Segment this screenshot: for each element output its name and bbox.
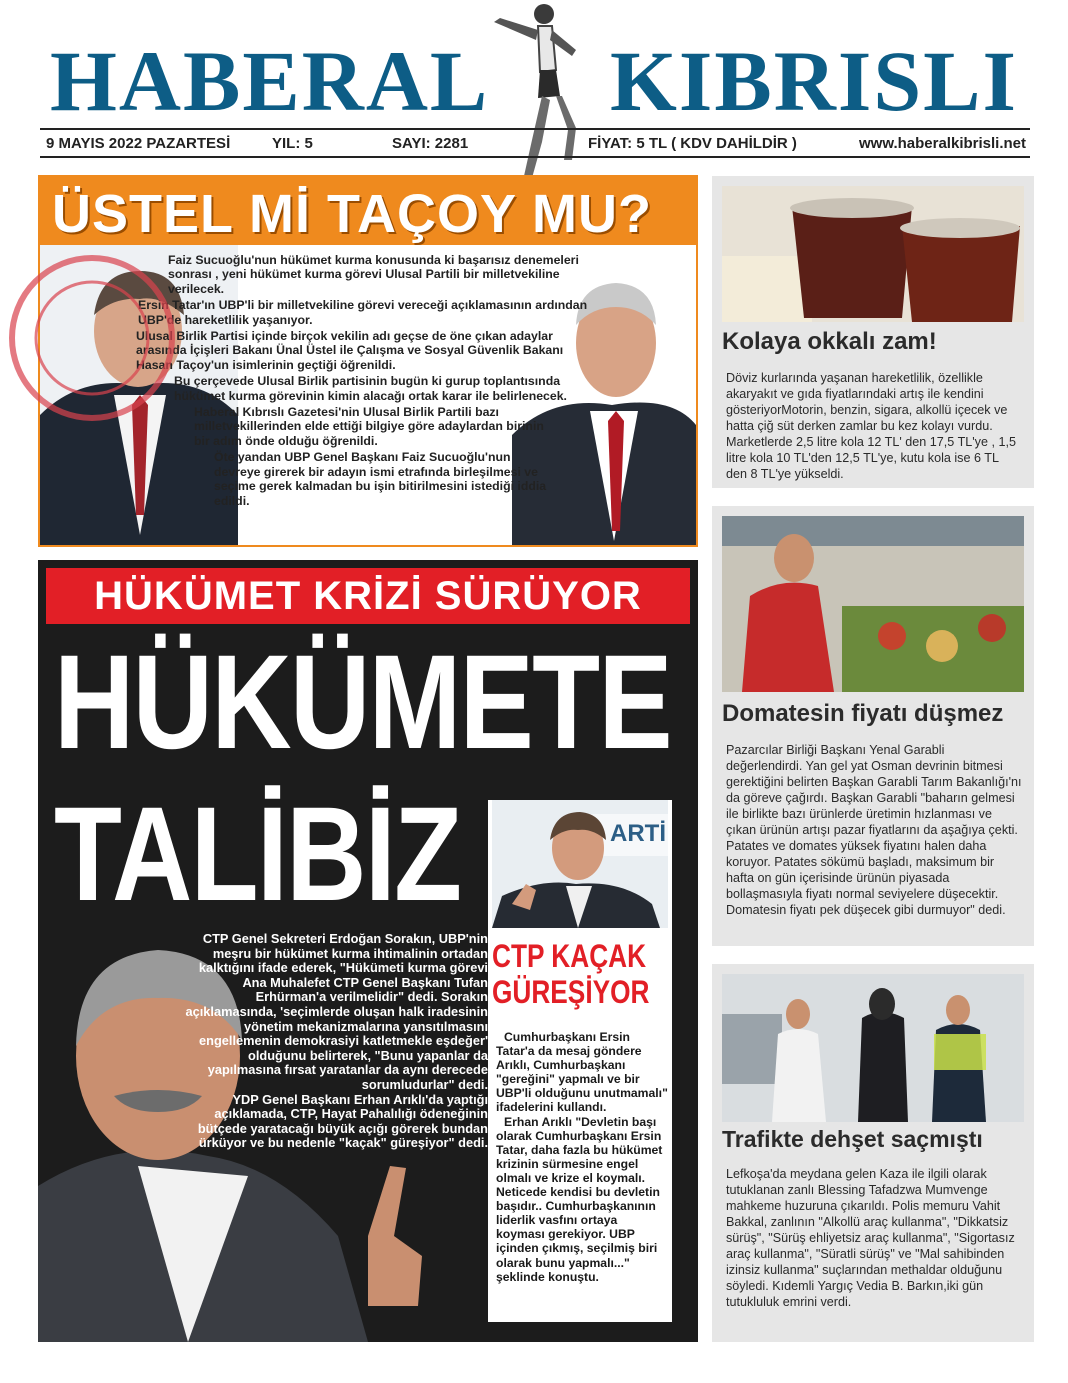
side-story-title: Kolaya okkalı zam! — [722, 328, 937, 355]
crisis-paragraph: CTP Genel Sekreteri Erdoğan Sorakın, UBP'nin meşru bir hükümet kurma ihtimalinin ortadan kalktığını ifade ederek, "Hükümeti kurma görevi Ana Muhalefet CTP Genel Başkanı Tufan Erhürman'a verilmelidir" dedi. Sorakın açıklamasında, 'seçimlerde oluşan halk iradesinin yönetim mekanizmalarına yansıtılmasını engellemenin demokrasiyi katletmekle eşdeğer' olduğunu belirterek, "Bunu yapanlar da yapılmasına fırsat yaratanlar da aynı derecede sorumludurlar" dedi. — [185, 931, 488, 1092]
ctp-box-title-line1: CTP KAÇAK — [492, 938, 647, 974]
crisis-paragraph: YDP Genel Başkanı Erhan Arıklı'da yaptığı açıklamada, CTP, Hayat Pahalılığı ödeneğinin bütçede yaratacağı büyük açığı görerek bundan ürküyor ve bu nedenle "kaçak" güreşiyor" dedi. — [197, 1091, 488, 1151]
issue-year: YIL: 5 — [272, 135, 313, 152]
ctp-box-paragraph: Erhan Arıklı "Devletin başı olarak Cumhurbaşkanı Ersin Tatar, daha fazla bu hükümet krizinin sürmesine engel olmalı ve krize el koymalı. Neticede kendisi bu devletin başıdır.. Cumhurbaşkanının liderlik vasfını ortaya koyması gerekiyor. UBP içinden çıkmış, seçilmiş biri olarak bunu yapmalı..." şeklinde konuştu. — [496, 1114, 663, 1284]
top-story-paragraph: Ulusal Birlik Partisi içinde birçok vekilin adı geçse de öne çıkan adaylar arasında İçişleri Bakanı Ünal Üstel ile Çalışma ve Sosyal Güvenlik Bakanı Hasan Taçoy'un isimlerinin geçtiği öğrenildi. — [136, 329, 564, 372]
runner-logo-icon — [480, 0, 590, 186]
ctp-box-title-line2: GÜREŞİYOR — [492, 974, 650, 1010]
side-story-body: Pazarcılar Birliği Başkanı Yenal Garabli değerlendirdi. Yan gel yat Osman devrinin bitmesi gerektiğini belirten Başkan Garabli Tarım Bakanlığı'nı da göreve çağırdı. Başkan Garabli "baharın gelmesi ile birlikte bazı ürünlerde üretimin hızlanması ve çıkan ürünün artışı pazar fiyatlarını da aşağıya çekti. Patates ve domates yüksek fiyatını halen daha koruyor. Patates sökümü başladı, maksimum bir hafta on gün içerisinde ürünün piyasada bollaşmasıyla fiyatı normal seviyelere düşecektir. Domatesin fiyatı pek düşecek gibi durmuyor" dedi. — [726, 743, 1022, 917]
crisis-body — [174, 932, 488, 1151]
top-story-body — [134, 253, 600, 510]
top-story-paragraph: Faiz Sucuoğlu'nun hükümet kurma konusunda ki başarısız denemeleri sonrası , yeni hükümet kurma görevi Ulusal Partili bir milletvekiline verilecek. — [168, 253, 579, 296]
top-story-title: ÜSTEL Mİ TAÇOY MU? — [52, 184, 653, 244]
info-bar — [40, 128, 1030, 158]
top-story-paragraph: Öte yandan UBP Genel Başkanı Faiz Sucuoğlu'nun devreye girerek bir adayın ismi etrafında birleşilmesi ve seçime gerek kalmadan bu işin bitirilmesini istediği iddia edildi. — [214, 450, 547, 508]
main-headline-line2: TALİBİZ — [54, 780, 461, 929]
main-headline-line1: HÜKÜMETE — [54, 628, 671, 777]
side-story-body: Döviz kurlarında yaşanan hareketlilik, özellikle akaryakıt ve gıda fiyatlarındaki artış ile kendini gösteriyorMotorin, benzin, sigara, alkollü içecek ve hatta çiğ süt derken zamlar bu kez kolayı vurdu. Marketlerde 2,5 litre kola 12 TL' den 17,5 TL'ye , 1,5 litre kola 10 TL'den 12,5 TL'ye, kutu kola ise 6 TL den 8 TL'ye yükseldi. — [726, 371, 1016, 481]
crisis-banner: HÜKÜMET KRİZİ SÜRÜYOR — [46, 568, 690, 624]
masthead-name-left: HABERAL — [50, 33, 490, 129]
party-sign: ARTİ — [610, 820, 666, 847]
cola-glasses-photo-icon — [722, 186, 1024, 322]
ctp-box-body — [496, 1030, 668, 1284]
side-story-body: Lefkoşa'da meydana gelen Kaza ile ilgili olarak tutuklanan zanlı Blessing Tafadzwa Mumvenge mahkeme huzuruna çıkarıldı. Polis memuru Vahit Bakkal, zanlının "Alkollü araç kullanma", "Dikkatsiz sürüş", "Sürüş ehliyetsiz araç kullanma", "Sigortasız araç kullanma", "Süratli sürüş" ve "Mal sahibinden izinsiz kullanma" suçlarından methaldar olduğunu söyledi. Kıdemli Yargıç Vedia B. Barkın,iki gün tutukluluk emrini verdi. — [726, 1167, 1015, 1309]
market-vendor-photo-icon — [722, 516, 1024, 692]
side-story-traffic — [712, 964, 1034, 1342]
alan-cyprus-stamp-icon — [0, 238, 182, 438]
side-story-title: Domatesin fiyatı düşmez — [722, 700, 1004, 727]
top-story-paragraph: Bu çerçevede Ulusal Birlik partisinin bugün ki gurup toplantısında hükümet kurma görevinin kimin alacağı ortak karar ile belirlenecek. — [174, 374, 567, 403]
police-escort-photo-icon — [722, 974, 1024, 1122]
top-story-paragraph: Ersin Tatar'ın UBP'li bir milletvekiline görevi vereceği açıklamasının ardından UBP'de hareketlilik yaşanıyor. — [138, 298, 588, 327]
issue-number: SAYI: 2281 — [392, 135, 469, 152]
masthead-name-right: KIBRISLI — [610, 33, 1018, 129]
side-story-tomato — [712, 506, 1034, 946]
side-story-cola — [712, 176, 1034, 488]
issue-price: FİYAT: 5 TL ( KDV DAHİLDİR ) — [588, 135, 797, 152]
website-link[interactable]: www.haberalkibrisli.net — [859, 135, 1026, 152]
ctp-sidebar-story — [488, 800, 672, 1322]
ctp-photo — [492, 800, 668, 928]
ctp-box-paragraph: Cumhurbaşkanı Ersin Tatar'a da mesaj göndere Arıklı, Cumhurbaşkanı "gereğini" yapmalı ve bir UBP'li olduğunu unutmamalı" ifadelerini kullandı. — [496, 1030, 668, 1115]
top-story-paragraph: Haberal Kıbrıslı Gazetesi'nin Ulusal Birlik Partili bazı milletvekillerinden elde ettiği bilgiye göre adaylardan birinin bir adım önde olduğu öğrenildi. — [194, 405, 544, 448]
ctp-box-title — [492, 938, 650, 1010]
side-story-title: Trafikte dehşet saçmıştı — [722, 1126, 983, 1152]
issue-date: 9 MAYIS 2022 PAZARTESİ — [46, 135, 231, 152]
